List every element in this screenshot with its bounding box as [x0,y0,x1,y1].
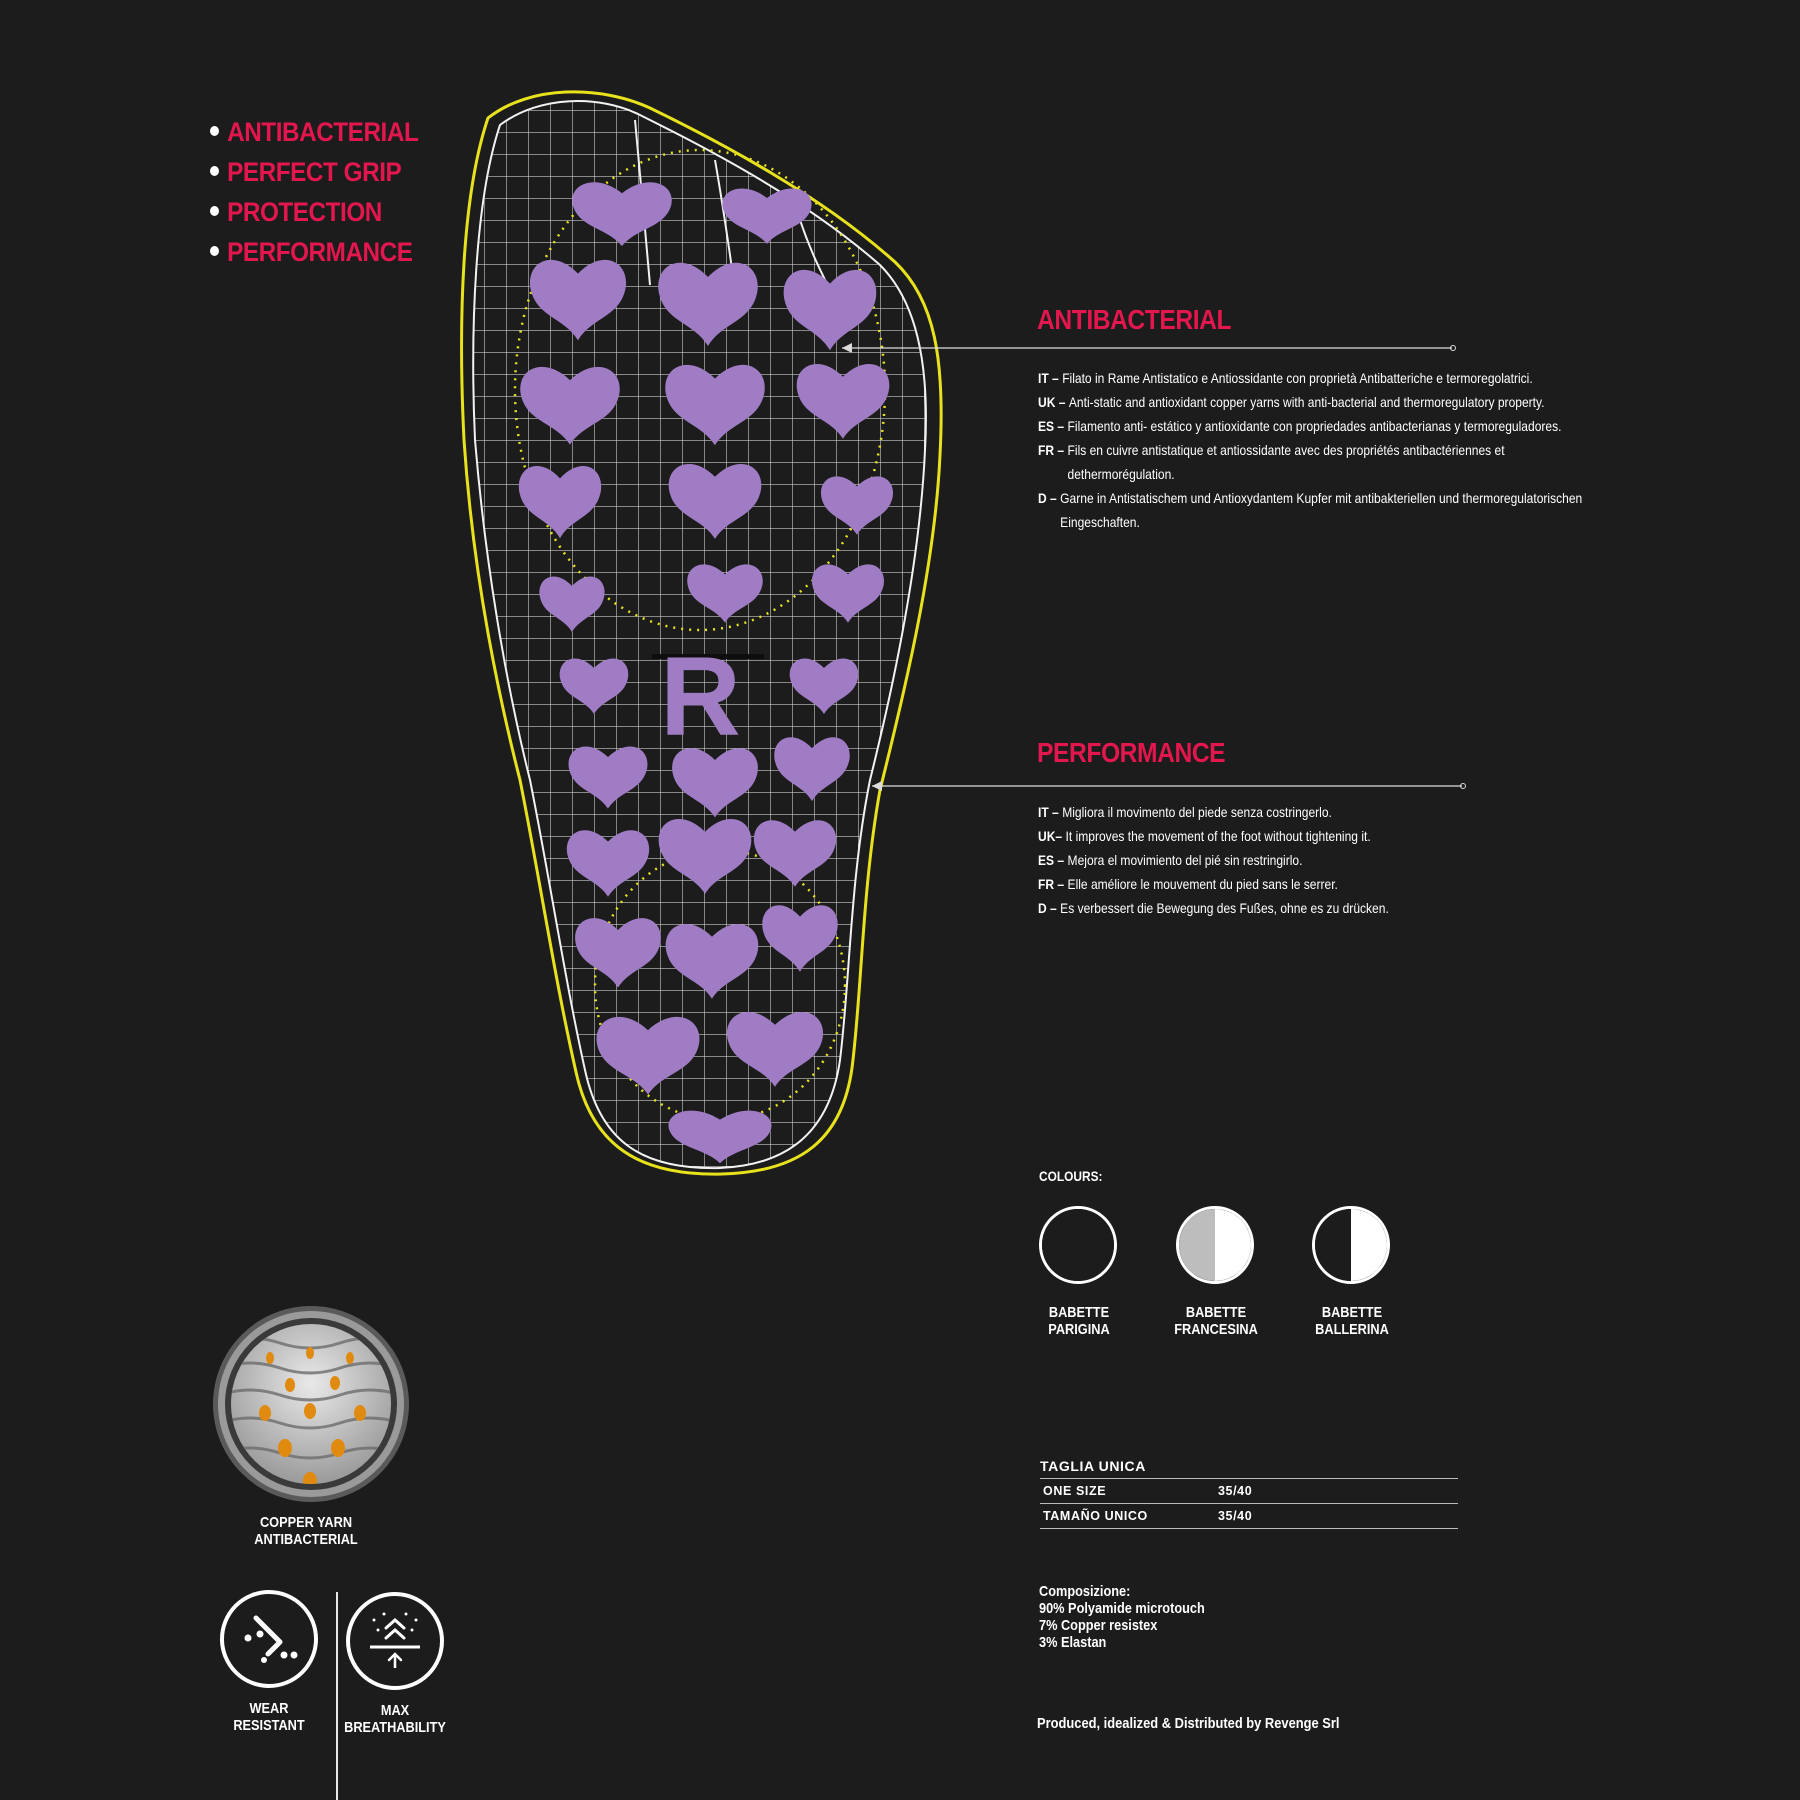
language-line: UK – Anti-static and antioxidant copper yarns with anti-bacterial and thermoregulatory property. [1038,394,1545,410]
language-line: D – Garne in Antistatischem und Antioxydantem Kupfer mit antibakteriellen und thermoregulatorischen Eingeschaften. [1038,490,1583,530]
feature-item: ANTIBACTERIAL [210,112,418,152]
language-line: IT – Migliora il movimento del piede senza costringerlo. [1038,804,1332,820]
colour-swatch-parigina [1039,1206,1117,1284]
logo-letter: R [660,634,741,759]
composition: Composizione: 90% Polyamide microtouch 7% Copper resistex 3% Elastan [1039,1583,1205,1651]
feature-item: PROTECTION [210,192,418,232]
colour-name: BABETTE BALLERINA [1315,1304,1389,1338]
colour-swatch-ballerina [1312,1206,1390,1284]
max-breathability-icon [344,1590,446,1692]
producer-credit: Produced, idealized & Distributed by Revenge Srl [1037,1715,1340,1732]
language-line: UK– It improves the movement of the foot without tightening it. [1038,828,1371,844]
copper-yarn-label: COPPER YARN ANTIBACTERIAL [254,1514,358,1548]
language-line: IT – Filato in Rame Antistatico e Antiossidante con proprietà Antibatteriche e termoregolatrici. [1038,370,1533,386]
language-line: FR – Elle améliore le mouvement du pied sans le serrer. [1038,876,1338,892]
feature-item: PERFECT GRIP [210,152,418,192]
language-line: ES – Mejora el movimiento del pié sin restringirlo. [1038,852,1303,868]
language-line: FR – Fils en cuivre antistatique et antiossidante avec des propriétés antibactériennes et dethermorégulation. [1038,442,1505,482]
antibacterial-title: ANTIBACTERIAL [1037,304,1232,335]
antibacterial-description [1038,366,1588,534]
colours-label: COLOURS: [1039,1168,1103,1184]
size-table [1040,1458,1458,1529]
wear-resistant-icon [218,1588,320,1690]
performance-description [1038,800,1554,920]
max-breathability-label: MAX BREATHABILITY [344,1702,446,1736]
language-line: ES – Filamento anti- estático y antioxidante con propriedades antibacterianas y termoreguladores. [1038,418,1562,434]
table-row: ONE SIZE 35/40 [1040,1479,1458,1504]
table-row: TAMAÑO UNICO 35/40 [1040,1504,1458,1529]
colour-name: BABETTE PARIGINA [1048,1304,1110,1338]
wear-resistant-label: WEAR RESISTANT [233,1700,305,1734]
language-line: D – Es verbessert die Bewegung des Fußes, ohne es zu drücken. [1038,900,1389,916]
performance-title: PERFORMANCE [1037,737,1226,768]
colour-swatch-francesina [1176,1206,1254,1284]
copper-yarn-image [210,1303,412,1505]
size-table-title: TAGLIA UNICA [1040,1458,1458,1479]
badge-divider [336,1592,338,1800]
feature-item: PERFORMANCE [210,232,418,272]
colour-name: BABETTE FRANCESINA [1174,1304,1258,1338]
